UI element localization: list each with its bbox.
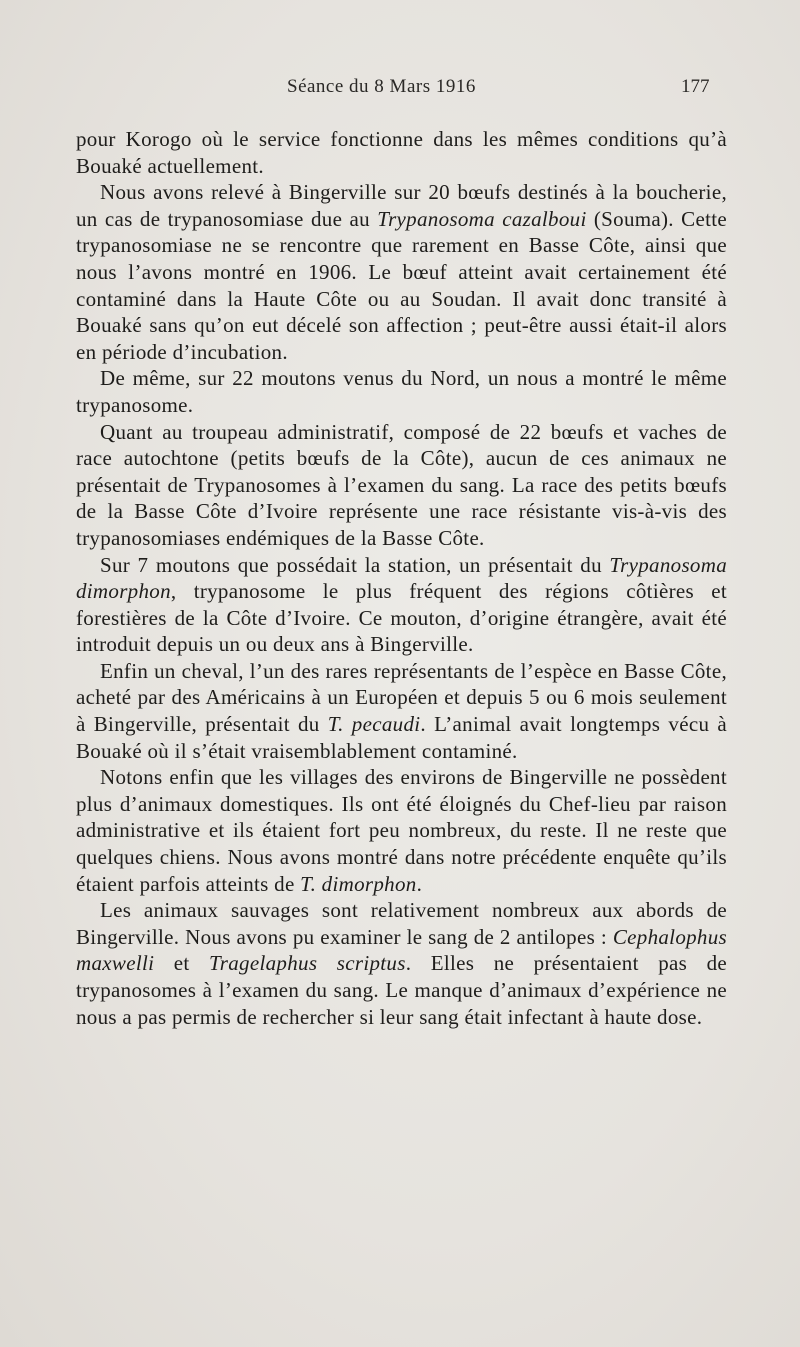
text-run: Enfin un cheval, l’un des rares représentants de l’espèce en Basse Côte, acheté par des Américains à un Européen et depuis 5 ou 6 mois seulement à Bingerville, présentait du [76, 658, 727, 737]
text-run: Les animaux sauvages sont relativement nombreux aux abords de Bingerville. Nous avons pu examiner le sang de 2 antilopes : [76, 898, 727, 949]
paragraph [76, 764, 727, 897]
paragraph [76, 897, 727, 1030]
text-run: . Elles ne présentaient pas de trypanosomes à l’examen du sang. Le manque d’animaux d’expérience ne nous a pas permis de rechercher si leur sang était infectant à haute dose. [76, 951, 728, 1029]
text-run: , trypanosome le plus fréquent des régions côtières et forestières de la Côte d’Ivoire. Ce mouton, d’origine étrangère, avait été introduit depuis un ou deux ans à Bingerville. [76, 579, 727, 657]
text-run: Nous avons relevé à Bingerville sur 20 bœufs destinés à la boucherie, un cas de trypanosomiase due au [76, 180, 727, 231]
paragraph [76, 658, 727, 764]
page-header [0, 76, 800, 106]
text-run: . [416, 871, 423, 896]
text-run: De même, sur 22 moutons venus du Nord, un nous a montré le même trypanosome. [76, 366, 727, 417]
paragraph [76, 365, 727, 418]
italic-term: Trypanosoma dimorphon [76, 552, 727, 604]
italic-term: T. dimorphon [300, 871, 417, 896]
paragraph [76, 179, 727, 365]
italic-term: Tragelaphus scriptus [208, 951, 406, 976]
running-head: Séance du 8 Mars 1916 [287, 76, 476, 97]
paragraph [76, 419, 727, 552]
body-text [76, 126, 727, 1030]
paragraph [76, 552, 727, 658]
text-run: et [154, 951, 209, 976]
text-run: Sur 7 moutons que possédait la station, un présentait du [100, 552, 610, 577]
text-run: Quant au troupeau administratif, composé de 22 bœufs et vaches de race autochtone (petits bœufs de la Côte), aucun de ces animaux ne présentait de Trypanosomes à l’examen du sang. La race des petits bœufs de la Basse Côte d’Ivoire représente une race résistante vis-à-vis des trypanosomiases endémiques de la Basse Côte. [76, 419, 727, 550]
paragraph [76, 126, 727, 179]
italic-term: Trypanosoma cazalboui [377, 206, 587, 231]
italic-term: T. pecaudi [327, 712, 421, 737]
page-number: 177 [681, 76, 710, 97]
text-run: . L’animal avait longtemps vécu à Bouaké où il s’était vraisemblablement contaminé. [76, 712, 727, 763]
text-run: (Souma). Cette trypanosomiase ne se rencontre que rarement en Basse Côte, ainsi que nous l’avons montré en 1906. Le bœuf atteint avait certainement été contaminé dans la Haute Côte ou au Soudan. Il avait donc transité à Bouaké sans qu’on eut décelé son affection ; peut-être aussi était-il alors en période d’incubation. [76, 206, 727, 364]
text-run: pour Korogo où le service fonctionne dans les mêmes conditions qu’à Bouaké actuellement. [76, 127, 727, 178]
italic-term: Cephalophus maxwelli [76, 924, 727, 976]
text-run: Notons enfin que les villages des environs de Bingerville ne possèdent plus d’animaux domestiques. Ils ont été éloignés du Chef-lieu par raison administrative et ils étaient fort peu nombreux, du reste. Il ne reste que quelques chiens. Nous avons montré dans notre précédente enquête qu’ils étaient parfois atteints de [76, 765, 727, 896]
